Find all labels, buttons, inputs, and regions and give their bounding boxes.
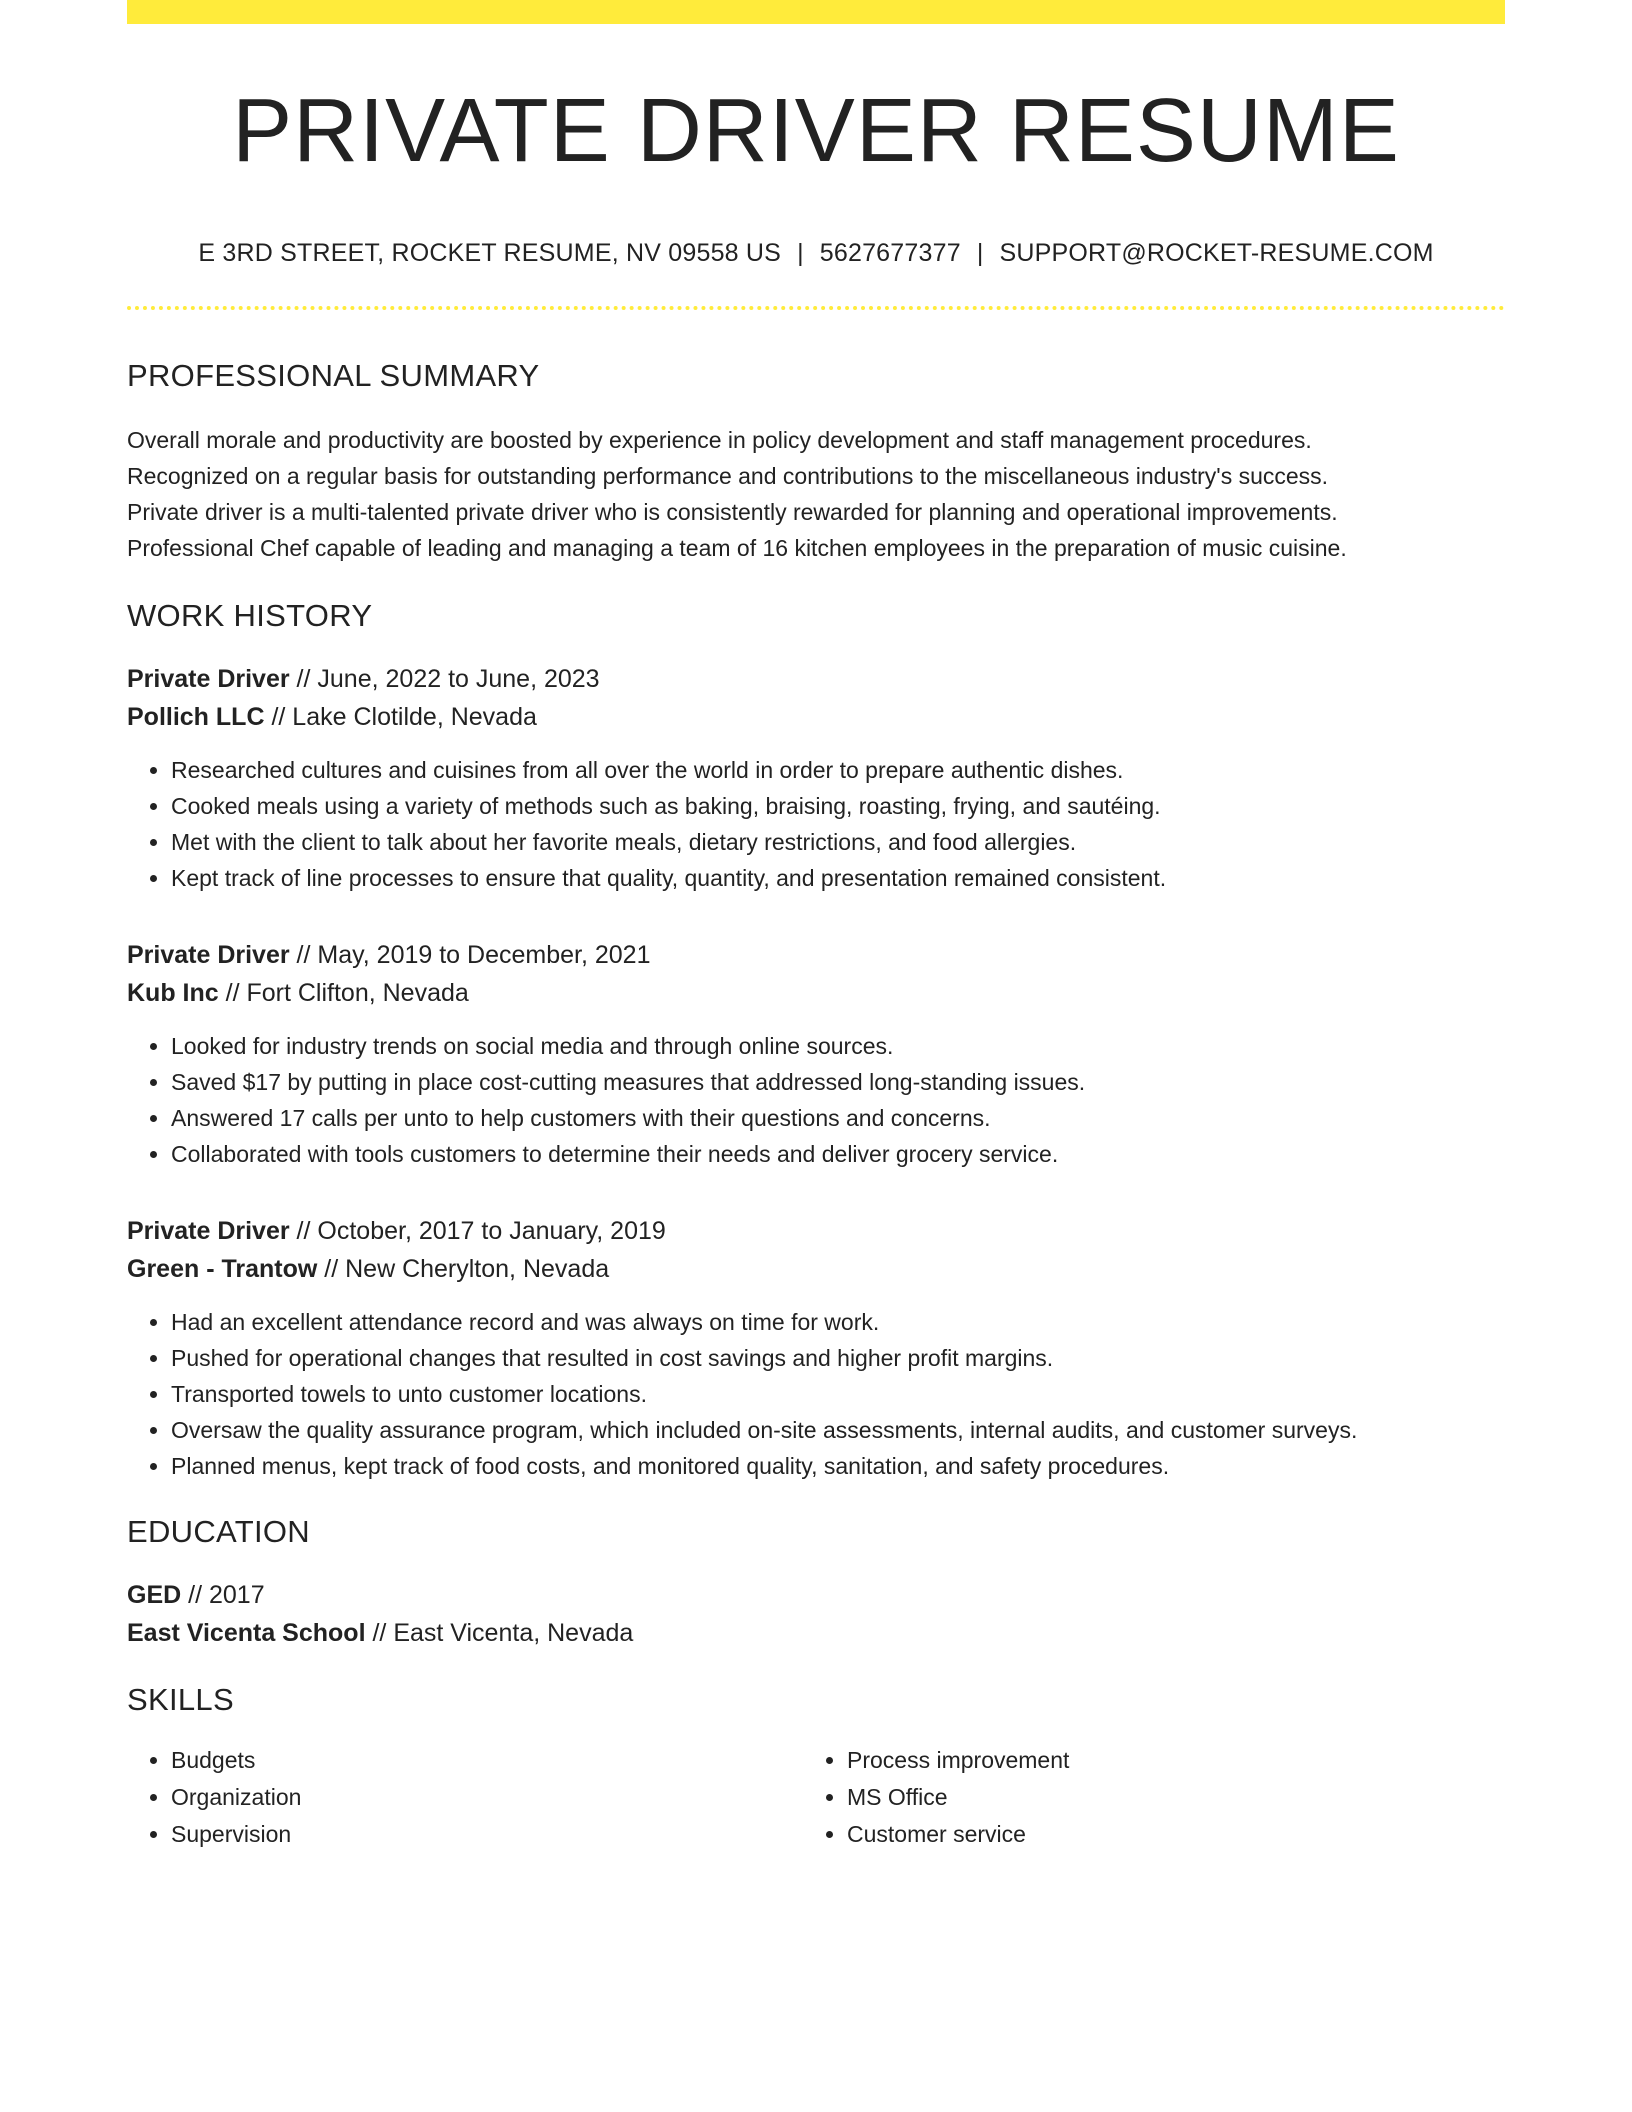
list-item: • Organization	[171, 1779, 803, 1816]
summary-line: Overall morale and productivity are boosted by experience in policy development and staff management procedures.	[127, 427, 1312, 453]
job-bullets	[127, 752, 1505, 896]
summary-text	[127, 422, 1505, 566]
contact-separator: |	[976, 239, 984, 267]
summary-line: Professional Chef capable of leading and managing a team of 16 kitchen employees in the preparation of music cuisine.	[127, 535, 1347, 561]
job-location: Fort Clifton, Nevada	[246, 979, 469, 1007]
list-item: • Collaborated with tools customers to determine their needs and deliver grocery service.	[171, 1136, 1505, 1172]
job-divider: //	[317, 1255, 346, 1283]
job-header	[127, 936, 1505, 1012]
education-school: East Vicenta School	[127, 1619, 366, 1647]
work-history-list	[127, 660, 1505, 1484]
job-role-line	[127, 1212, 1505, 1250]
summary-line: Private driver is a multi-talented private driver who is consistently rewarded for planning and operational improvements.	[127, 499, 1338, 525]
contact-line	[127, 239, 1505, 268]
job-divider: //	[289, 1217, 318, 1245]
summary-line: Recognized on a regular basis for outstanding performance and contributions to the miscellaneous industry's success.	[127, 463, 1329, 489]
job-dates: June, 2022 to June, 2023	[317, 665, 600, 693]
list-item: • Budgets	[171, 1742, 803, 1779]
resume-title: PRIVATE DRIVER RESUME	[232, 81, 1400, 181]
contact-email: SUPPORT@ROCKET-RESUME.COM	[999, 239, 1434, 267]
work-history-heading: WORK HISTORY	[127, 598, 373, 633]
education-degree-line	[127, 1576, 1505, 1614]
job-company: Pollich LLC	[127, 703, 265, 731]
list-item: • Answered 17 calls per unto to help customers with their questions and concerns.	[171, 1100, 1505, 1136]
job-role: Private Driver	[127, 1217, 290, 1245]
skills-list	[127, 1742, 803, 1853]
resume-page	[127, 0, 1505, 1853]
job-role-line	[127, 936, 1505, 974]
education-entry	[127, 1576, 1505, 1652]
education-location: East Vicenta, Nevada	[393, 1619, 634, 1647]
job-company: Green - Trantow	[127, 1255, 318, 1283]
list-item: • Transported towels to unto customer locations.	[171, 1376, 1505, 1412]
dotted-divider	[127, 306, 1505, 310]
list-item: • Looked for industry trends on social media and through online sources.	[171, 1028, 1505, 1064]
job-entry	[127, 1212, 1505, 1484]
skills-heading: SKILLS	[127, 1682, 234, 1717]
skills-list	[803, 1742, 1479, 1853]
contact-separator: |	[797, 239, 804, 267]
job-location: New Cherylton, Nevada	[345, 1255, 610, 1283]
skills-grid	[127, 1742, 1505, 1853]
list-item: • MS Office	[847, 1779, 1479, 1816]
job-entry	[127, 936, 1505, 1172]
job-header	[127, 1212, 1505, 1288]
education-year: 2017	[208, 1581, 265, 1609]
list-item: • Pushed for operational changes that resulted in cost savings and higher profit margins.	[171, 1340, 1505, 1376]
contact-phone: 5627677377	[819, 239, 961, 267]
contact-address: E 3RD STREET, ROCKET RESUME, NV 09558 US	[198, 239, 782, 267]
job-company-line	[127, 1250, 1505, 1288]
education-school-line	[127, 1614, 1505, 1652]
job-role-line	[127, 660, 1505, 698]
accent-top-bar	[127, 0, 1505, 24]
job-location: Lake Clotilde, Nevada	[292, 703, 537, 731]
list-item: • Cooked meals using a variety of methods such as baking, braising, roasting, frying, and sautéing.	[171, 788, 1505, 824]
list-item: • Had an excellent attendance record and was always on time for work.	[171, 1304, 1505, 1340]
job-header	[127, 660, 1505, 736]
job-divider: //	[289, 941, 318, 969]
job-role: Private Driver	[127, 941, 290, 969]
education-degree: GED	[127, 1581, 182, 1609]
list-item: • Supervision	[171, 1816, 803, 1853]
education-heading: EDUCATION	[127, 1514, 310, 1549]
job-company-line	[127, 698, 1505, 736]
job-bullets	[127, 1028, 1505, 1172]
list-item: • Kept track of line processes to ensure that quality, quantity, and presentation remained consistent.	[171, 860, 1505, 896]
list-item: • Met with the client to talk about her favorite meals, dietary restrictions, and food allergies.	[171, 824, 1505, 860]
list-item: • Planned menus, kept track of food costs, and monitored quality, sanitation, and safety procedures.	[171, 1448, 1505, 1484]
job-role: Private Driver	[127, 665, 290, 693]
list-item: • Process improvement	[847, 1742, 1479, 1779]
education-divider: //	[181, 1581, 209, 1609]
job-divider: //	[289, 665, 318, 693]
job-company-line	[127, 974, 1505, 1012]
list-item: • Customer service	[847, 1816, 1479, 1853]
skills-column-right	[803, 1742, 1479, 1853]
skills-column-left	[127, 1742, 803, 1853]
job-company: Kub Inc	[127, 979, 219, 1007]
education-divider: //	[365, 1619, 394, 1647]
job-divider: //	[264, 703, 293, 731]
list-item: • Researched cultures and cuisines from all over the world in order to prepare authentic dishes.	[171, 752, 1505, 788]
job-divider: //	[218, 979, 247, 1007]
list-item: • Saved $17 by putting in place cost-cutting measures that addressed long-standing issues.	[171, 1064, 1505, 1100]
job-bullets	[127, 1304, 1505, 1484]
list-item: • Oversaw the quality assurance program, which included on-site assessments, internal audits, and customer surveys.	[171, 1412, 1505, 1448]
job-dates: May, 2019 to December, 2021	[317, 941, 651, 969]
summary-heading: PROFESSIONAL SUMMARY	[127, 358, 540, 393]
job-dates: October, 2017 to January, 2019	[317, 1217, 666, 1245]
job-entry	[127, 660, 1505, 896]
